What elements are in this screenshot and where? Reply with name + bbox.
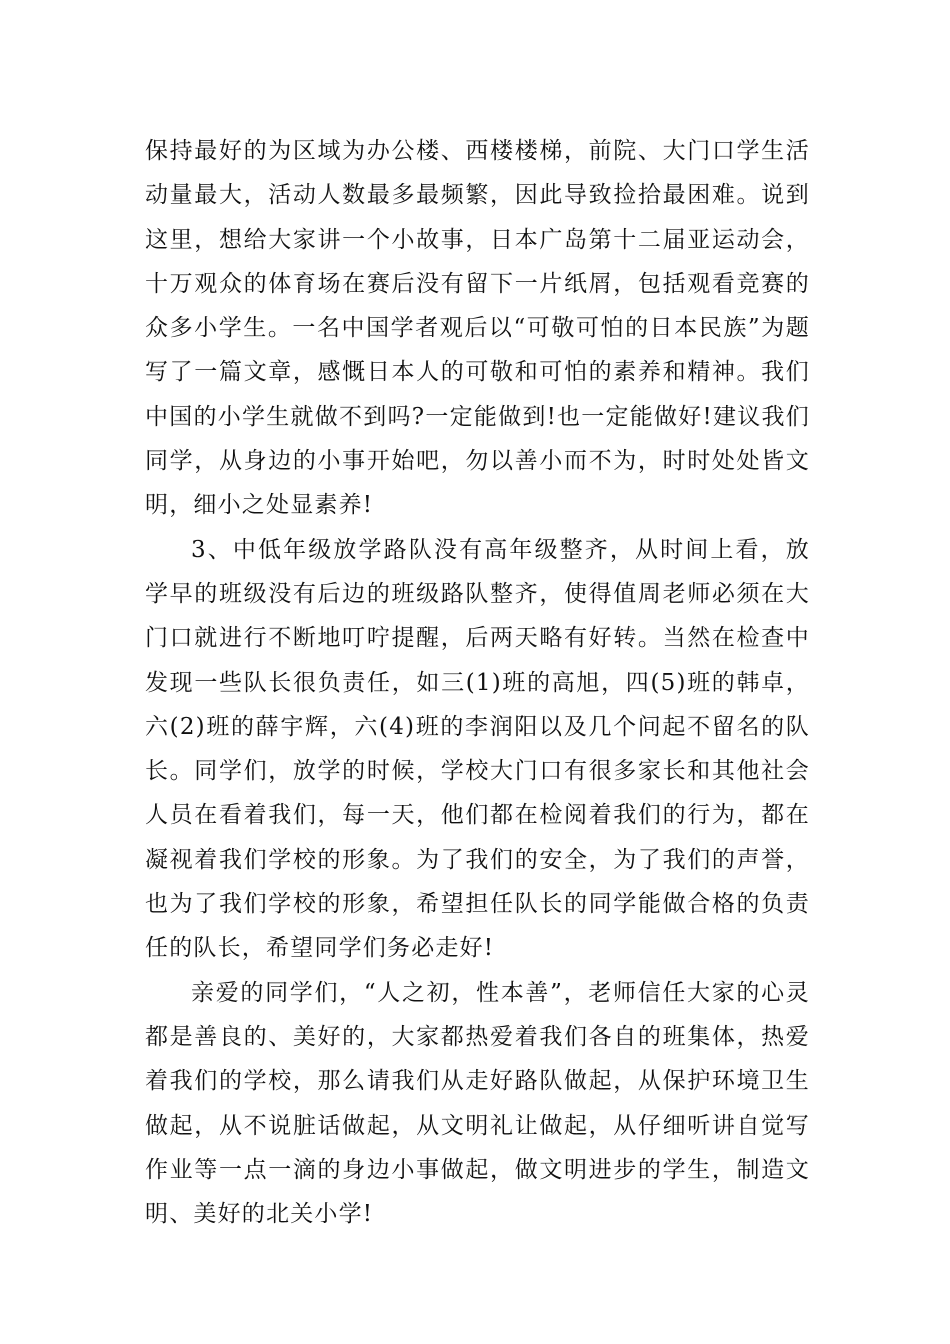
- paragraph-3: 亲爱的同学们，“人之初，性本善”，老师信任大家的心灵都是善良的、美好的，大家都热爱着我们各自的班集体，热爱着我们的学校，那么请我们从走好路队做起，从保护环境卫生做起，从不说脏话做起，从文明礼让做起，从仔细听讲自觉写作业等一点一滴的身边小事做起，做文明进步的学生，制造文明、美好的北关小学!: [145, 979, 810, 1228]
- paragraph-2: 3、中低年级放学路队没有高年级整齐，从时间上看，放学早的班级没有后边的班级路队整齐，使得值周老师必须在大门口就进行不断地叮咛提醒，后两天略有好转。当然在检查中发现一些队长很负责任，如三(1)班的高旭，四(5)班的韩卓，六(2)班的薛宇辉，六(4)班的李润阳以及几个问起不留名的队长。同学们，放学的时候，学校大门口有很多家长和其他社会人员在看着我们，每一天，他们都在检阅着我们的行为，都在凝视着我们学校的形象。为了我们的安全，为了我们的声誉，也为了我们学校的形象，希望担任队长的同学能做合格的负责任的队长，希望同学们务必走好!: [145, 536, 810, 962]
- paragraph-1: 保持最好的为区域为办公楼、西楼楼梯，前院、大门口学生活动量最大，活动人数最多最频繁，因此导致捡拾最困难。说到这里，想给大家讲一个小故事，日本广岛第十二届亚运动会，十万观众的体育场在赛后没有留下一片纸屑，包括观看竞赛的众多小学生。一名中国学者观后以“可敬可怕的日本民族”为题写了一篇文章，感慨日本人的可敬和可怕的素养和精神。我们中国的小学生就做不到吗?一定能做到!也一定能做好!建议我们同学，从身边的小事开始吧，勿以善小而不为，时时处处皆文明，细小之处显素养!: [145, 138, 810, 519]
- document-body: [145, 129, 810, 1236]
